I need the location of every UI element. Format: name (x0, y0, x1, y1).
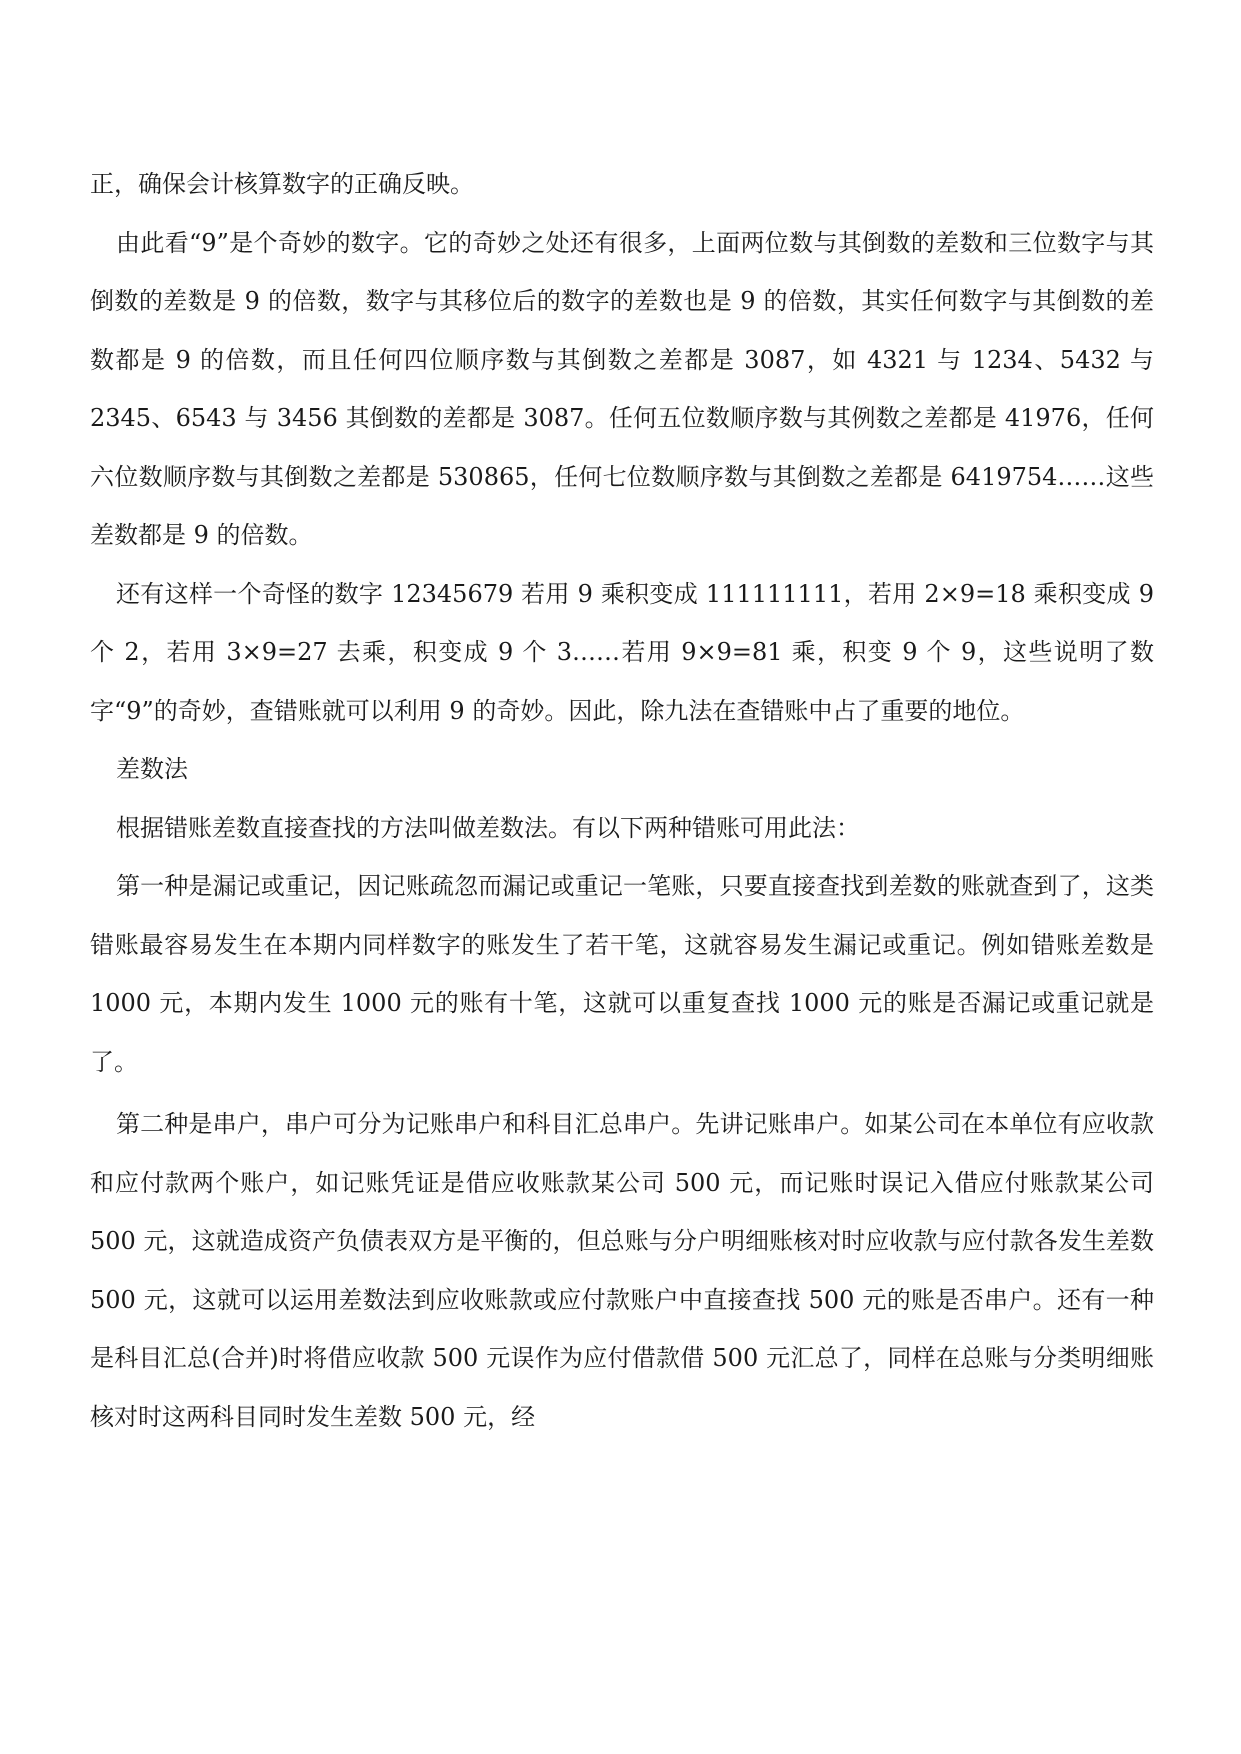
paragraph-difference-method-intro: 根据错账差数直接查找的方法叫做差数法。有以下两种错账可用此法： (116, 813, 860, 842)
paragraph-continuation: 正，确保会计核算数字的正确反映。 (90, 170, 474, 198)
paragraph-number-12345679: 还有这样一个奇怪的数字 12345679 若用 9 乘积变成 111111111，若用 2×9=18 乘积变成 9 个 2，若用 3×9=27 去乘，积变成 9 个 3……若用 9×9=81 乘，积变 9 个 9，这些说明了数字“9”的奇妙，查错账就可以利用 9 的奇妙。因此，除九法在查错账中占了重要的地位。 (90, 579, 1154, 725)
document-body (90, 155, 1154, 1446)
section-heading-difference-method: 差数法 (116, 755, 188, 783)
paragraph-first-type: 第一种是漏记或重记，因记账疏忽而漏记或重记一笔账，只要直接查找到差数的账就查到了，这类错账最容易发生在本期内同样数字的账发生了若干笔，这就容易发生漏记或重记。例如错账差数是 1000 元，本期内发生 1000 元的账有十笔，这就可以重复查找 1000 元的账是否漏记或重记就是了。 (90, 872, 1154, 1076)
paragraph-nine-magic: 由此看“9”是个奇妙的数字。它的奇妙之处还有很多，上面两位数与其倒数的差数和三位数字与其倒数的差数是 9 的倍数，数字与其移位后的数字的差数也是 9 的倍数，其实任何数字与其倒数的差数都是 9 的倍数，而且任何四位顺序数与其倒数之差都是 3087，如 4321 与 1234、5432 与 2345、6543 与 3456 其倒数的差都是 3087。任何五位数顺序数与其例数之差都是 41976，任何六位数顺序数与其倒数之差都是 530865，任何七位数顺序数与其倒数之差都是 6419754……这些差数都是 9 的倍数。 (90, 228, 1154, 549)
paragraph-second-type: 第二种是串户，串户可分为记账串户和科目汇总串户。先讲记账串户。如某公司在本单位有应收款和应付款两个账户，如记账凭证是借应收账款某公司 500 元，而记账时误记入借应付账款某公司 500 元，这就造成资产负债表双方是平衡的，但总账与分户明细账核对时应收款与应付款各发生差数 500 元，这就可以运用差数法到应收账款或应付款账户中直接查找 500 元的账是否串户。还有一种是科目汇总(合并)时将借应收款 500 元误作为应付借款借 500 元汇总了，同样在总账与分类明细账核对时这两科目同时发生差数 500 元，经 (90, 1110, 1154, 1431)
